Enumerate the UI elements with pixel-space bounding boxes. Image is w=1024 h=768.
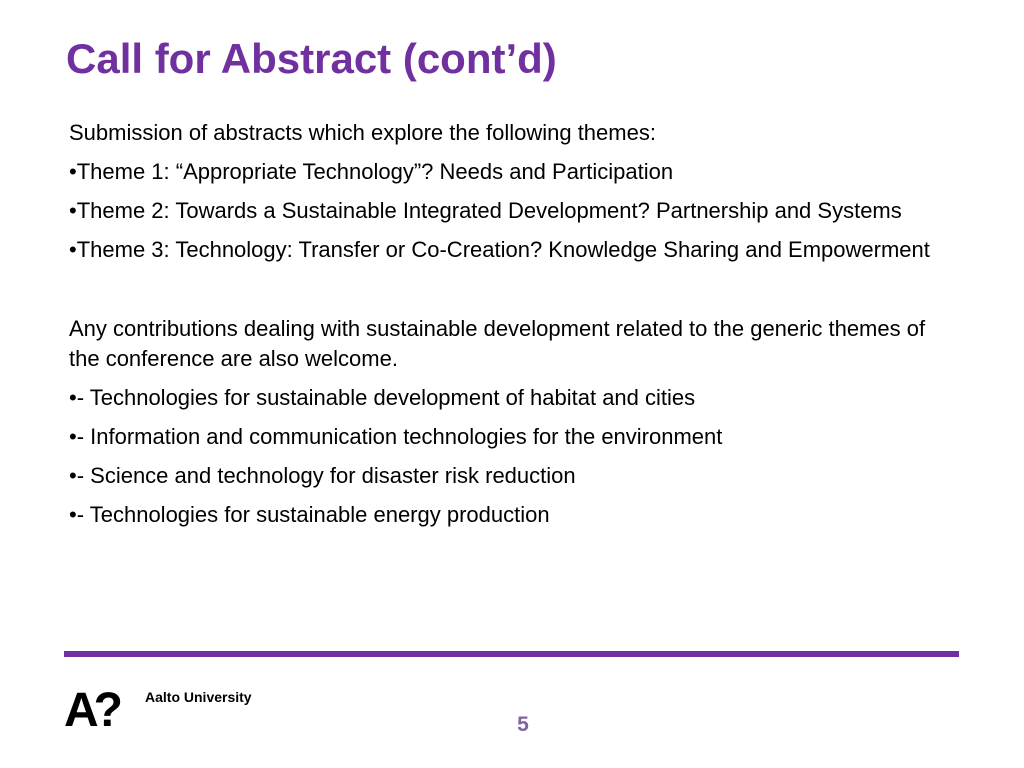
footer-divider (64, 651, 959, 657)
logo-mark: A? (64, 684, 118, 737)
generic-topic-item-2: •- Information and communication technologies for the environment (69, 424, 723, 449)
intro-text: Submission of abstracts which explore the following themes: (69, 120, 656, 145)
slide-title: Call for Abstract (cont’d) (66, 35, 557, 82)
generic-topic-item-4: •- Technologies for sustainable energy production (69, 502, 550, 527)
theme-item-3: •Theme 3: Technology: Transfer or Co-Creation? Knowledge Sharing and Empowerment (69, 237, 930, 262)
aalto-logo (64, 684, 264, 739)
slide-body (69, 118, 959, 539)
generic-topic-item-1: •- Technologies for sustainable development of habitat and cities (69, 385, 696, 410)
generic-topic-item-3: •- Science and technology for disaster risk reduction (69, 463, 576, 488)
theme-item-1: •Theme 1: “Appropriate Technology”? Needs and Participation (69, 159, 674, 184)
page-number: 5 (517, 713, 529, 736)
generic-intro-text: Any contributions dealing with sustainable development related to the generic themes of the conference are also welcome. (69, 316, 926, 371)
theme-item-2: •Theme 2: Towards a Sustainable Integrated Development? Partnership and Systems (69, 198, 902, 223)
paragraph-gap (69, 274, 959, 314)
logo-university-name: Aalto University (145, 689, 252, 705)
